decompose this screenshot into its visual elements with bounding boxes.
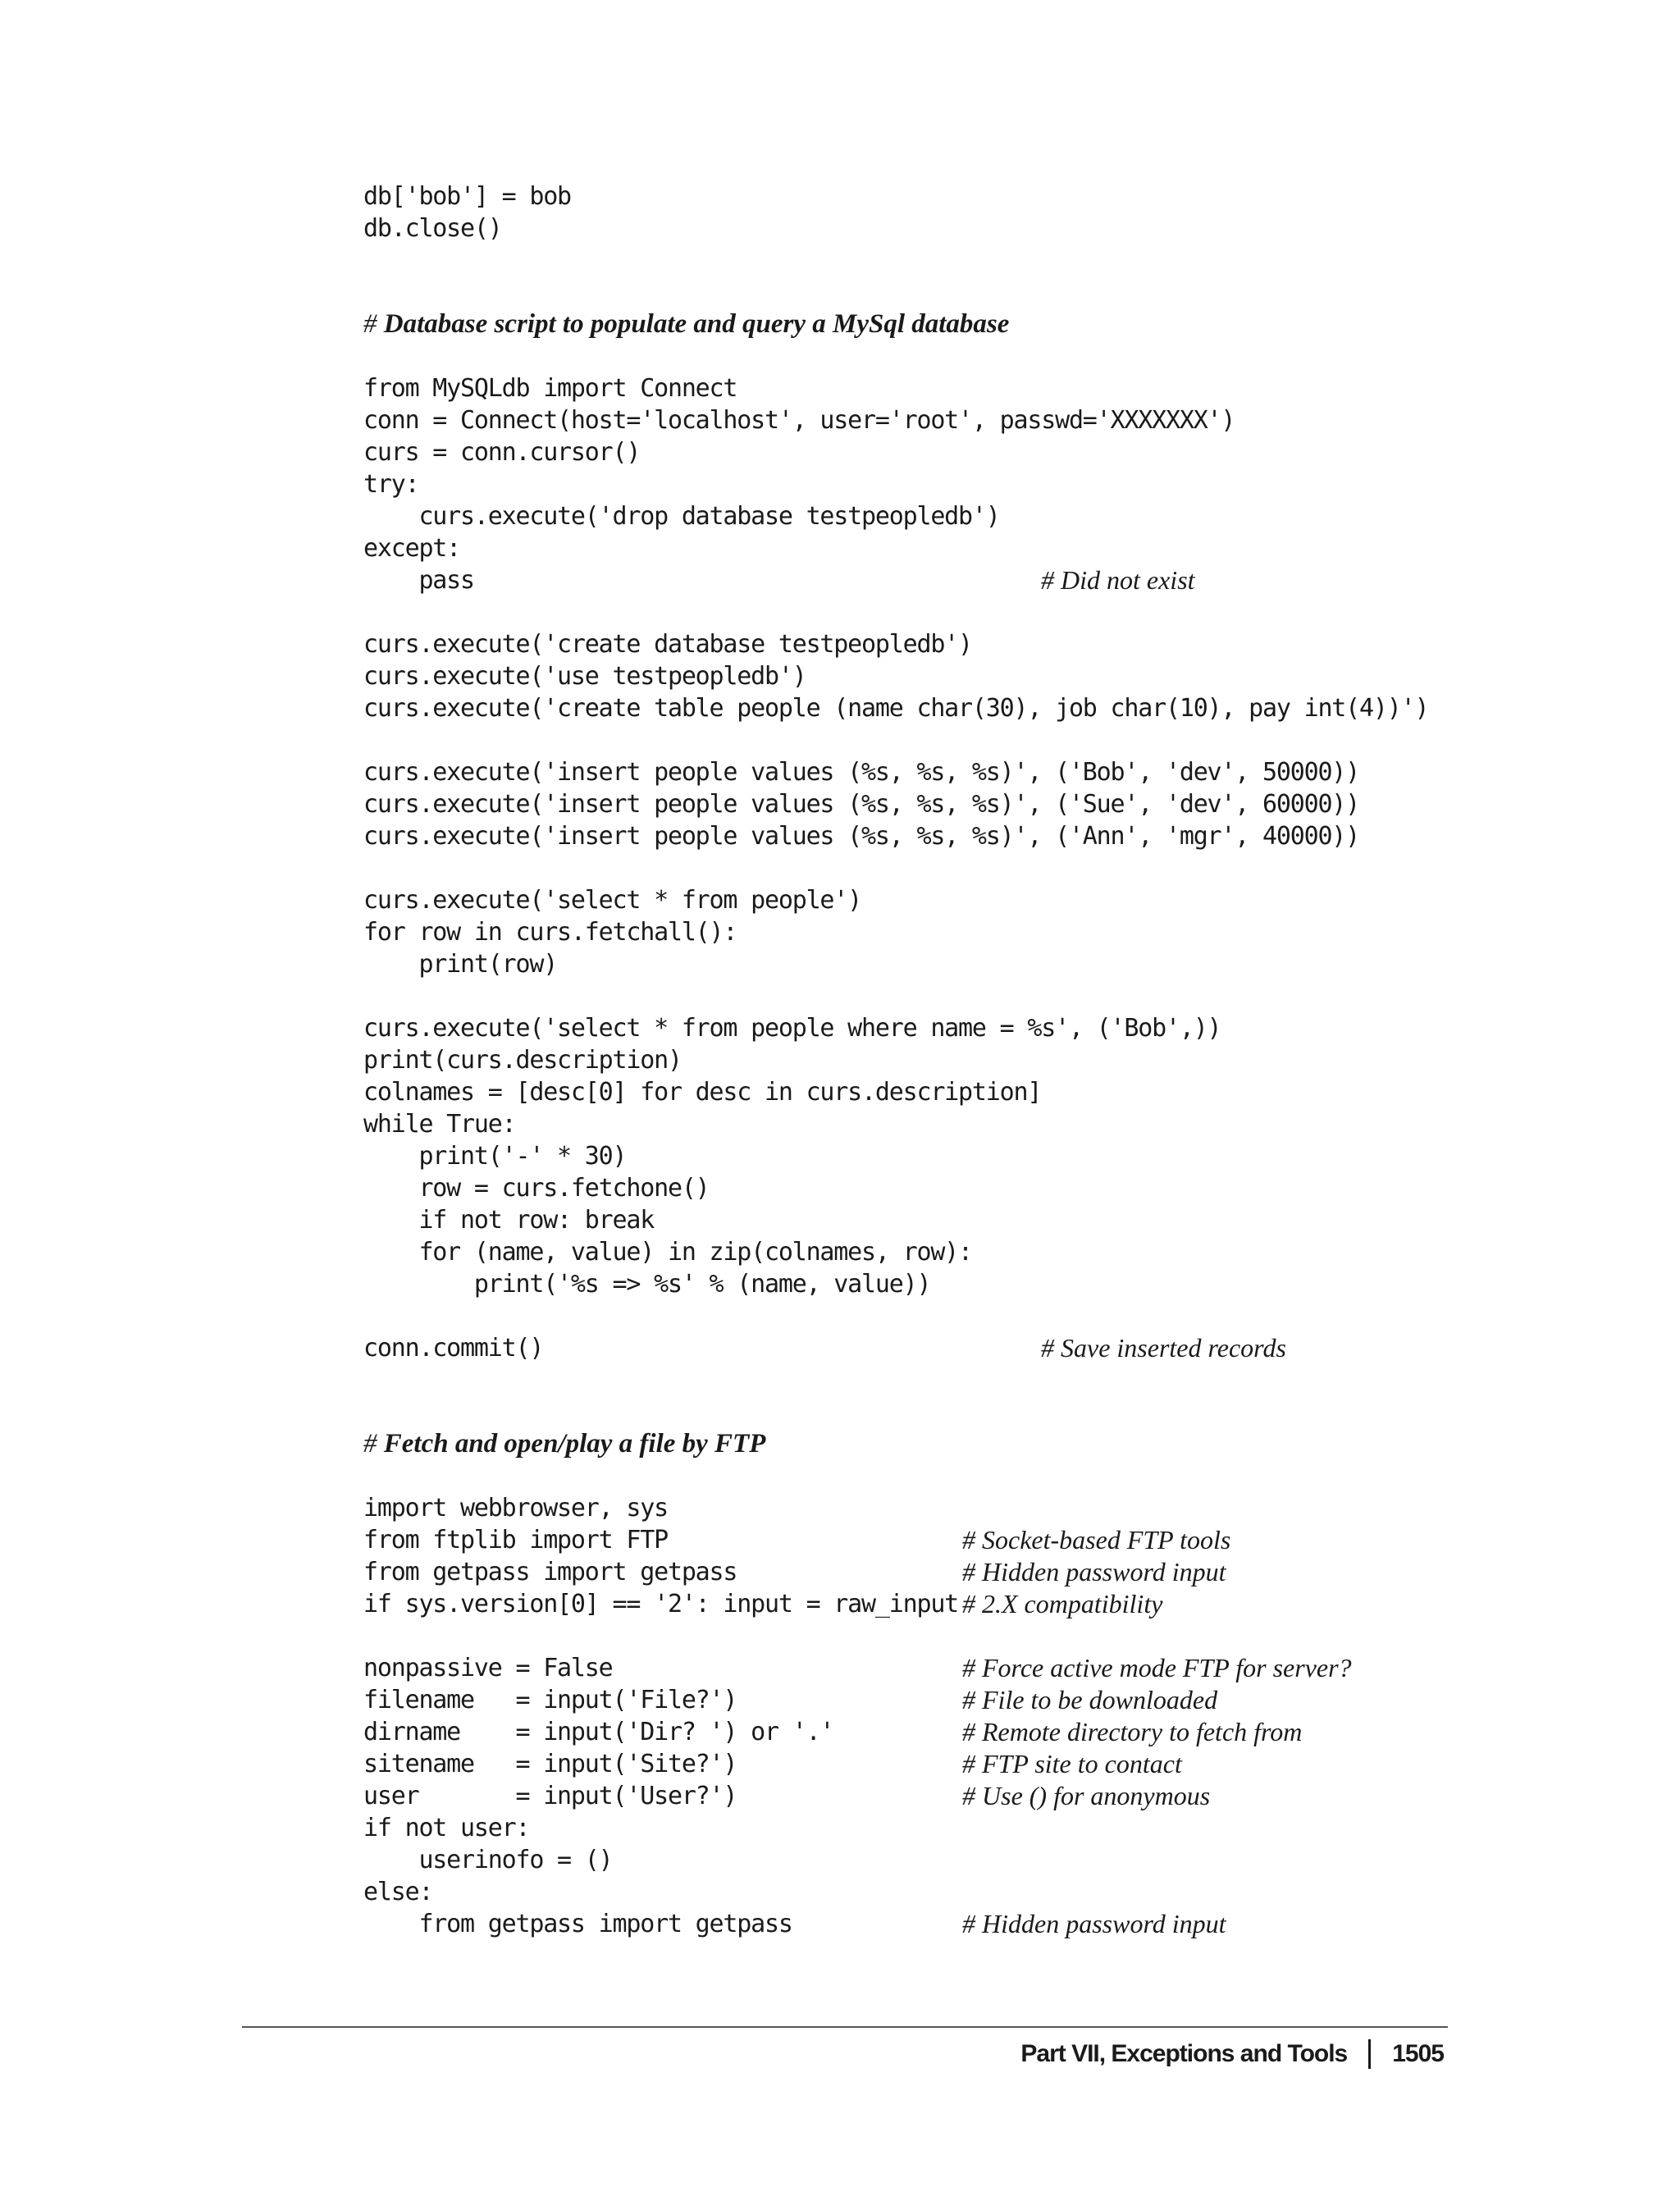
code-line bbox=[363, 1140, 1512, 1172]
code-text: from getpass import getpass bbox=[363, 1910, 792, 1938]
code-line bbox=[363, 1076, 1512, 1108]
code-text: if not row: break bbox=[363, 1206, 655, 1235]
code-line bbox=[363, 692, 1512, 724]
code-line bbox=[363, 1716, 1512, 1748]
spacer bbox=[363, 340, 1512, 372]
spacer bbox=[363, 244, 1512, 308]
code-line bbox=[363, 180, 1512, 212]
code-text: sitename = input('Site?') bbox=[363, 1750, 737, 1778]
code-line bbox=[363, 1908, 1512, 1940]
blank-line bbox=[363, 852, 1512, 884]
code-text: pass bbox=[363, 566, 474, 595]
code-line bbox=[363, 756, 1512, 788]
code-text: curs.execute('use testpeopledb') bbox=[363, 662, 806, 691]
code-text: for (name, value) in zip(colnames, row): bbox=[363, 1238, 972, 1267]
page-number: 1505 bbox=[1392, 2040, 1444, 2067]
code-line bbox=[363, 660, 1512, 692]
code-text: curs.execute('select * from people where name = %s', ('Bob',)) bbox=[363, 1014, 1221, 1043]
code-text: nonpassive = False bbox=[363, 1654, 613, 1682]
footer-section-title: Part VII, Exceptions and Tools bbox=[1020, 2040, 1348, 2067]
code-line bbox=[363, 884, 1512, 916]
code-text: from MySQLdb import Connect bbox=[363, 374, 737, 403]
code-text: print(curs.description) bbox=[363, 1046, 682, 1075]
code-text: curs.execute('drop database testpeopledb') bbox=[363, 502, 1000, 531]
code-text: db.close() bbox=[363, 214, 502, 243]
section-heading-ftp bbox=[363, 1428, 1512, 1460]
code-line bbox=[363, 1812, 1512, 1844]
code-line bbox=[363, 628, 1512, 660]
code-text: conn.commit() bbox=[363, 1334, 544, 1363]
code-line bbox=[363, 1492, 1512, 1524]
blank-line bbox=[363, 1620, 1512, 1652]
code-comment: # Save inserted records bbox=[1041, 1333, 1286, 1363]
code-comment: # Use () for anonymous bbox=[962, 1781, 1211, 1810]
code-line bbox=[363, 532, 1512, 564]
code-line bbox=[363, 1108, 1512, 1140]
code-text: row = curs.fetchone() bbox=[363, 1174, 710, 1203]
code-line bbox=[363, 1236, 1512, 1268]
code-line bbox=[363, 788, 1512, 820]
code-text: dirname = input('Dir? ') or '.' bbox=[363, 1718, 834, 1746]
code-text: except: bbox=[363, 534, 461, 563]
code-text: curs.execute('insert people values (%s, %s, %s)', ('Ann', 'mgr', 40000)) bbox=[363, 822, 1360, 851]
code-line bbox=[363, 1780, 1512, 1812]
code-comment: # Socket-based FTP tools bbox=[962, 1525, 1231, 1554]
code-line bbox=[363, 1684, 1512, 1716]
code-text: try: bbox=[363, 470, 419, 499]
code-text: from ftplib import FTP bbox=[363, 1526, 668, 1554]
code-text: for row in curs.fetchall(): bbox=[363, 918, 737, 947]
code-text: print(row) bbox=[363, 950, 558, 979]
code-text: conn = Connect(host='localhost', user='root', passwd='XXXXXXX') bbox=[363, 406, 1235, 435]
code-line bbox=[363, 564, 1512, 596]
code-text: curs.execute('create table people (name char(30), job char(10), pay int(4))') bbox=[363, 694, 1429, 723]
code-comment: # 2.X compatibility bbox=[962, 1589, 1163, 1618]
code-text: else: bbox=[363, 1878, 433, 1906]
code-comment: # Did not exist bbox=[1041, 565, 1195, 595]
code-comment: # Force active mode FTP for server? bbox=[962, 1653, 1352, 1682]
code-comment: # FTP site to contact bbox=[962, 1749, 1182, 1778]
mysql-code-block bbox=[363, 372, 1512, 1364]
code-text: if not user: bbox=[363, 1814, 530, 1842]
code-line bbox=[363, 1748, 1512, 1780]
code-text: from getpass import getpass bbox=[363, 1558, 737, 1586]
code-comment: # Hidden password input bbox=[962, 1557, 1226, 1586]
heading-text: Fetch and open/play a file by FTP bbox=[383, 1429, 766, 1459]
code-text: filename = input('File?') bbox=[363, 1686, 737, 1714]
code-listing bbox=[363, 180, 1512, 1940]
code-line bbox=[363, 1876, 1512, 1908]
blank-line bbox=[363, 596, 1512, 628]
page-footer bbox=[1020, 2038, 1444, 2070]
code-line bbox=[363, 1012, 1512, 1044]
code-text: curs.execute('select * from people') bbox=[363, 886, 862, 915]
code-text: curs.execute('create database testpeopledb') bbox=[363, 630, 972, 659]
code-line bbox=[363, 916, 1512, 948]
code-text: curs.execute('insert people values (%s, %s, %s)', ('Bob', 'dev', 50000)) bbox=[363, 758, 1360, 787]
code-line bbox=[363, 1588, 1512, 1620]
code-text: user = input('User?') bbox=[363, 1782, 737, 1810]
code-line bbox=[363, 372, 1512, 404]
code-line bbox=[363, 1204, 1512, 1236]
code-line bbox=[363, 436, 1512, 468]
code-line bbox=[363, 404, 1512, 436]
code-text: while True: bbox=[363, 1110, 516, 1139]
spacer bbox=[363, 1460, 1512, 1492]
code-text: userinofo = () bbox=[363, 1846, 613, 1874]
ftp-code-block bbox=[363, 1492, 1512, 1940]
code-line bbox=[363, 948, 1512, 980]
code-line bbox=[363, 1172, 1512, 1204]
blank-line bbox=[363, 1300, 1512, 1332]
heading-hash: # bbox=[363, 309, 377, 339]
blank-line bbox=[363, 724, 1512, 756]
code-text: print('-' * 30) bbox=[363, 1142, 627, 1171]
blank-line bbox=[363, 980, 1512, 1012]
footer-divider bbox=[242, 2026, 1448, 2028]
footer-separator bbox=[1368, 2039, 1371, 2069]
code-text: print('%s => %s' % (name, value)) bbox=[363, 1270, 931, 1299]
code-text: if sys.version[0] == '2': input = raw_input bbox=[363, 1590, 959, 1618]
code-text: import webbrowser, sys bbox=[363, 1494, 668, 1522]
code-text: db['bob'] = bob bbox=[363, 182, 571, 211]
spacer bbox=[363, 1364, 1512, 1428]
code-text: curs.execute('insert people values (%s, %s, %s)', ('Sue', 'dev', 60000)) bbox=[363, 790, 1360, 819]
heading-text: Database script to populate and query a MySql database bbox=[383, 309, 1010, 339]
code-line bbox=[363, 1044, 1512, 1076]
code-line bbox=[363, 212, 1512, 244]
code-line bbox=[363, 1844, 1512, 1876]
code-line bbox=[363, 468, 1512, 500]
code-comment: # File to be downloaded bbox=[962, 1685, 1218, 1714]
code-text: curs = conn.cursor() bbox=[363, 438, 641, 467]
section-heading-mysql bbox=[363, 308, 1512, 340]
code-line bbox=[363, 1268, 1512, 1300]
code-text: colnames = [desc[0] for desc in curs.description] bbox=[363, 1078, 1042, 1107]
code-comment: # Remote directory to fetch from bbox=[962, 1717, 1303, 1746]
code-line bbox=[363, 820, 1512, 852]
heading-hash: # bbox=[363, 1429, 377, 1459]
code-line bbox=[363, 1524, 1512, 1556]
code-comment: # Hidden password input bbox=[962, 1909, 1226, 1938]
code-line bbox=[363, 1652, 1512, 1684]
code-line bbox=[363, 1556, 1512, 1588]
code-line bbox=[363, 500, 1512, 532]
code-line bbox=[363, 1332, 1512, 1364]
